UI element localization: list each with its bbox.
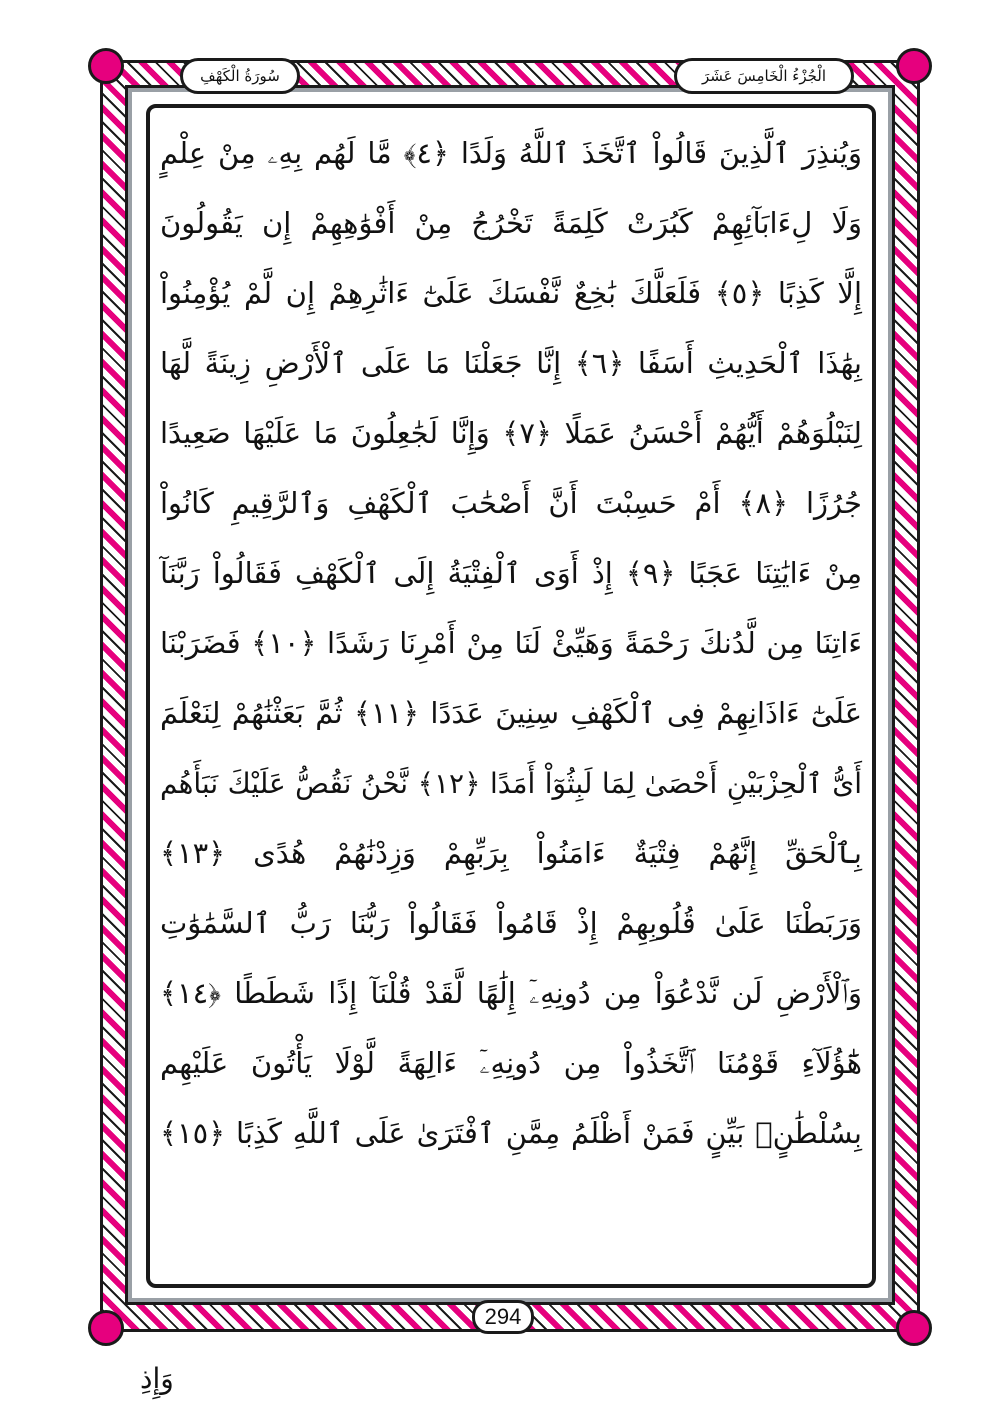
verse-line: لِنَبْلُوَهُمْ أَيُّهُمْ أَحْسَنُ عَمَلًا ﴿٧﴾ وَإِنَّا لَجَٰعِلُونَ مَا عَلَيْهَا صَعِيدًا [160, 416, 862, 450]
verse-line: بِٱلْحَقِّ إِنَّهُمْ فِتْيَةٌ ءَامَنُواْ بِرَبِّهِمْ وَزِدْنَٰهُمْ هُدًى ﴿١٣﴾ [160, 836, 862, 870]
verse-line: مِنْ ءَايَٰتِنَا عَجَبًا ﴿٩﴾ إِذْ أَوَى ٱلْفِتْيَةُ إِلَى ٱلْكَهْفِ فَقَالُواْ رَبَّنَآ [160, 556, 862, 590]
catchword: وَإِذِ [140, 1362, 174, 1395]
verse-lines [160, 118, 862, 1168]
corner-ornament-icon [896, 48, 932, 84]
verse-line: جُرُزًا ﴿٨﴾ أَمْ حَسِبْتَ أَنَّ أَصْحَٰبَ ٱلْكَهْفِ وَٱلرَّقِيمِ كَانُواْ [160, 486, 862, 520]
page-number: 294 [472, 1300, 534, 1334]
verse-line: أَىُّ ٱلْحِزْبَيْنِ أَحْصَىٰ لِمَا لَبِثُوٓاْ أَمَدًا ﴿١٢﴾ نَّحْنُ نَقُصُّ عَلَيْكَ نَبَأَهُم [160, 766, 862, 800]
juz-label: الْجُزْءُ الْخَامِسَ عَشَرَ [674, 58, 854, 94]
corner-ornament-icon [88, 1310, 124, 1346]
verse-line: بِسُلْطَٰنٍۭ بَيِّنٍ فَمَنْ أَظْلَمُ مِمَّنِ ٱفْتَرَىٰ عَلَى ٱللَّهِ كَذِبًا ﴿١٥﴾ [160, 1116, 862, 1150]
verse-line: إِلَّا كَذِبًا ﴿٥﴾ فَلَعَلَّكَ بَٰخِعٌ نَّفْسَكَ عَلَىٰٓ ءَاثَٰرِهِمْ إِن لَّمْ يُؤْمِنُواْ [160, 276, 863, 310]
verse-line: وَيُنذِرَ ٱلَّذِينَ قَالُواْ ٱتَّخَذَ ٱللَّهُ وَلَدًا ﴿٤﴾ مَّا لَهُم بِهِۦ مِنْ عِلْمٍ [160, 135, 863, 170]
verse-line: وَٱلْأَرْضِ لَن نَّدْعُوَاْ مِن دُونِهِۦٓ إِلَٰهًا لَّقَدْ قُلْنَآ إِذًا شَطَطًا ﴿١٤﴾ [160, 975, 862, 1010]
verse-line: وَرَبَطْنَا عَلَىٰ قُلُوبِهِمْ إِذْ قَامُواْ فَقَالُواْ رَبُّنَا رَبُّ ٱلسَّمَٰوَٰتِ [160, 906, 862, 940]
verse-line: هَٰٓؤُلَآءِ قَوْمُنَا ٱتَّخَذُواْ مِن دُونِهِۦٓ ءَالِهَةً لَّوْلَا يَأْتُونَ عَلَيْهِم [160, 1045, 862, 1080]
verse-line: عَلَىٰٓ ءَاذَانِهِمْ فِى ٱلْكَهْفِ سِنِينَ عَدَدًا ﴿١١﴾ ثُمَّ بَعَثْنَٰهُمْ لِنَعْلَمَ [160, 696, 863, 730]
corner-ornament-icon [896, 1310, 932, 1346]
verse-line: ءَاتِنَا مِن لَّدُنكَ رَحْمَةً وَهَيِّئْ لَنَا مِنْ أَمْرِنَا رَشَدًا ﴿١٠﴾ فَضَرَبْنَا [160, 626, 862, 660]
verse-line: وَلَا لِءَابَآئِهِمْ كَبُرَتْ كَلِمَةً تَخْرُجُ مِنْ أَفْوَٰهِهِمْ إِن يَقُولُونَ [160, 206, 862, 240]
verse-line: بِهَٰذَا ٱلْحَدِيثِ أَسَفًا ﴿٦﴾ إِنَّا جَعَلْنَا مَا عَلَى ٱلْأَرْضِ زِينَةً لَّهَا [160, 346, 863, 380]
corner-ornament-icon [88, 48, 124, 84]
surah-label: سُورَةُ الْكَهْفِ [180, 58, 300, 94]
